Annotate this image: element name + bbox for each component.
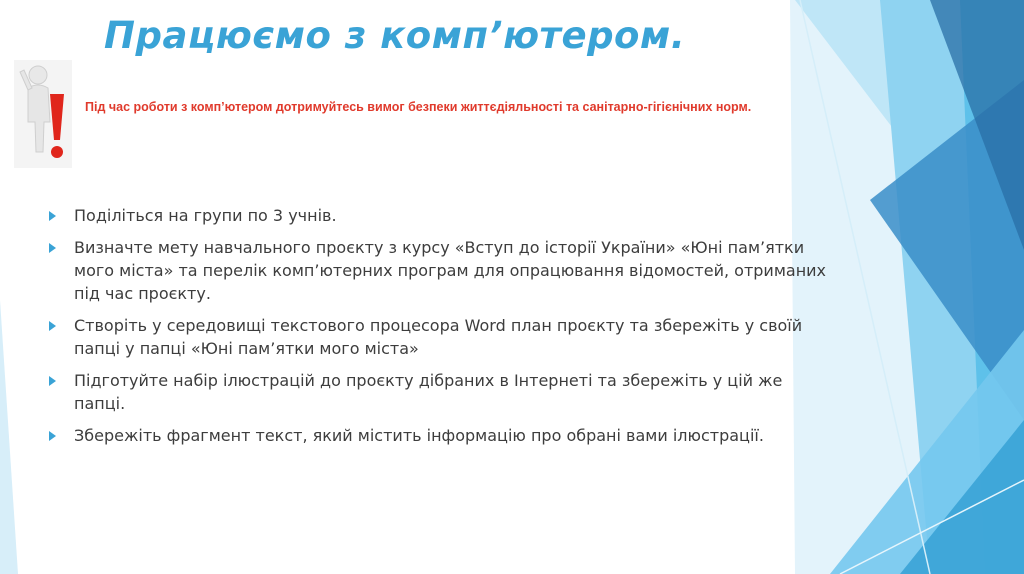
task-text: Збережіть фрагмент текст, який містить інформацію про обрані вами ілюстрації. xyxy=(74,426,764,445)
list-item xyxy=(44,236,834,305)
task-text: Створіть у середовищі текстового процесора Word план проєкту та збережіть у своїй папці у папці «Юні пам’ятки мого міста» xyxy=(74,316,803,358)
task-list xyxy=(44,204,834,456)
triangle-bullet-icon xyxy=(49,211,56,221)
task-text: Поділіться на групи по 3 учнів. xyxy=(74,206,337,225)
safety-note: Під час роботи з комп’ютером дотримуйтесь вимог безпеки життєдіяльності та санітарно-гігієнічних норм. xyxy=(85,100,752,114)
task-text: Підготуйте набір ілюстрацій до проєкту дібраних в Інтернеті та збережіть у цій же папці. xyxy=(74,371,783,413)
triangle-bullet-icon xyxy=(49,431,56,441)
slide-title: Працюємо з комп’ютером. xyxy=(104,14,686,57)
list-item xyxy=(44,369,834,415)
list-item xyxy=(44,424,834,447)
triangle-bullet-icon xyxy=(49,243,56,253)
task-text: Визначте мету навчального проєкту з курсу «Вступ до історії України» «Юні пам’ятки мого міста» та перелік комп’ютерних програм для опрацювання відомостей, отриманих під час проєкту. xyxy=(74,238,827,303)
triangle-bullet-icon xyxy=(49,376,56,386)
list-item xyxy=(44,204,834,227)
triangle-bullet-icon xyxy=(49,321,56,331)
person-with-exclamation-icon xyxy=(14,60,72,168)
left-accent-shape xyxy=(0,300,18,574)
list-item xyxy=(44,314,834,360)
